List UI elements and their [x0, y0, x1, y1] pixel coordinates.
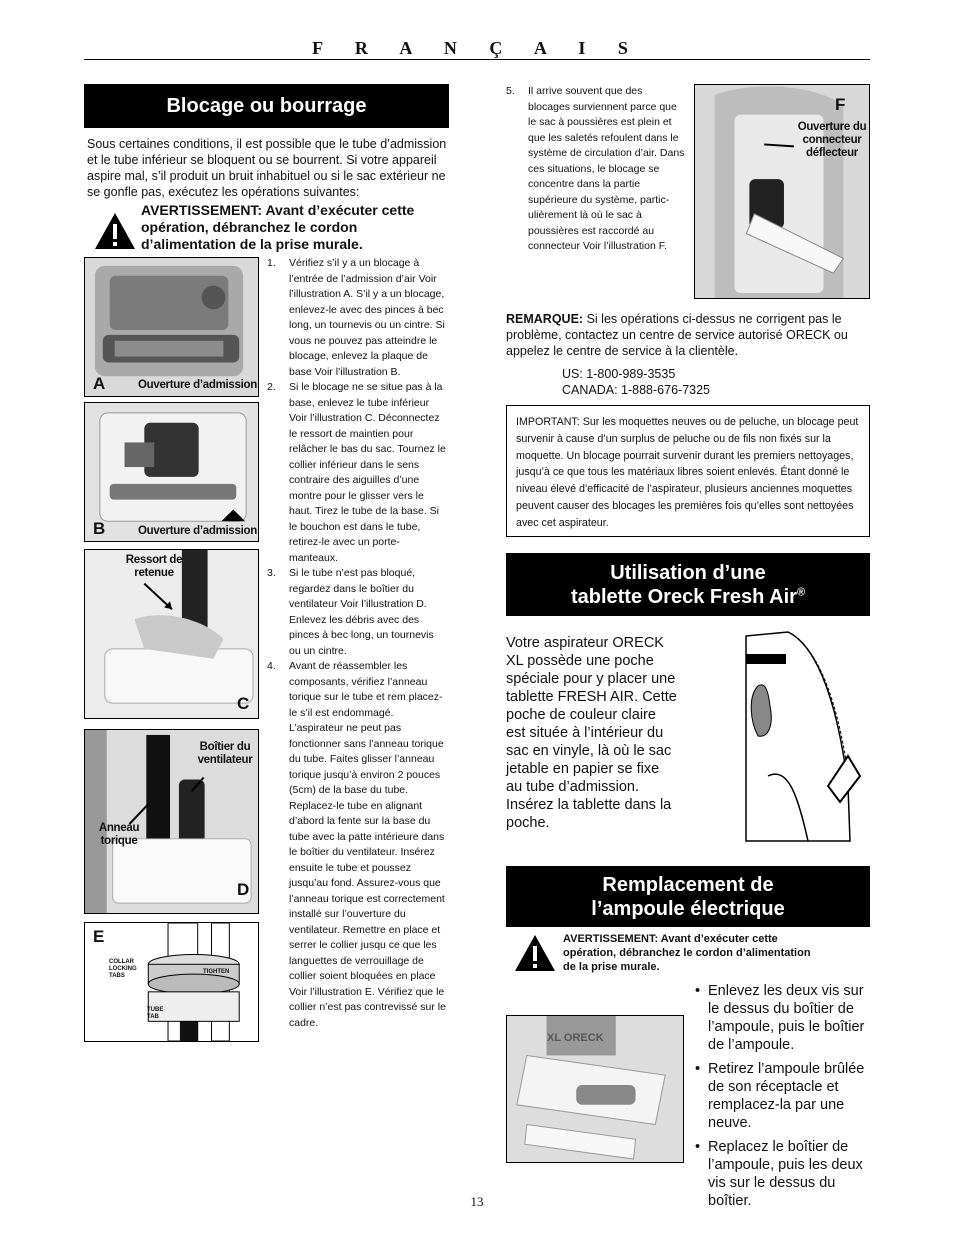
bullet-item: • Enlevez les deux vis sur le dessus du boîtier de l’ampoule, puis le boîtier de l’ampoule.: [695, 982, 870, 1054]
step-text: Si le blocage ne se situe pas à la base, enlevez le tube inférieur Voir l’illustration C. Déconnectez le ressort de maintien pour relâcher le bas du sac. Tournez le collier inférieur dans le sens contraire des aiguilles d’une montre pour le glisser vers le haut. Tirez le tube de la base. Si le bouchon est dans le tube, retirez-le avec un porte-manteaux.: [289, 381, 446, 564]
fresh-air-illustration: [728, 626, 870, 846]
fresh-air-paragraph: Votre aspirateur ORECK XL possède une poche spéciale pour y placer une tablette FRESH AIR. Cette poche de couleur claire est située à l’intérieur du sac en vinyle, là où le sac jetable en papier se fixe au tube d’admission. Insérez la tablette dans la poche.: [506, 635, 677, 831]
section-banner-ampoule: [506, 866, 870, 927]
bulb-bullets: [695, 982, 870, 1216]
step-number: 3.: [267, 567, 276, 579]
tube-label: TUBE TAB: [147, 1007, 164, 1020]
warning-text: AVERTISSEMENT: Avant d’exécuter cette opération, débranchez le cordon d’alimentation de la prise murale.: [141, 202, 415, 252]
step-item: [267, 380, 447, 566]
step-item: [267, 566, 447, 659]
step-number: 5.: [506, 85, 515, 97]
figure-letter: B: [93, 519, 106, 538]
important-box: [506, 405, 870, 537]
figure-letter: A: [93, 374, 106, 393]
step-5: [506, 84, 686, 255]
warning-icon: [93, 211, 137, 251]
note-label: REMARQUE:: [506, 312, 584, 326]
figure-caption: Boîtier du ventilateur: [197, 741, 253, 766]
figure-c: [84, 549, 259, 719]
section-title-line1: Remplacement de: [602, 873, 774, 896]
warning-text: AVERTISSEMENT: Avant d’exécuter cette opération, débranchez le cordon d’alimentation de la prise murale.: [563, 933, 811, 973]
figure-caption: Ouverture d’admission: [138, 525, 257, 537]
section-title-text: tablette Oreck Fresh Air: [570, 585, 797, 608]
figure-letter: C: [237, 694, 250, 713]
phone-us: US: 1-800-989-3535: [562, 367, 676, 381]
figure-caption: Ouverture du connecteur déflecteur: [797, 121, 867, 159]
figure-d: [84, 729, 259, 914]
step-item: [267, 659, 447, 1031]
registered-mark: ®: [796, 585, 806, 598]
section-title: Blocage ou bourrage: [166, 95, 367, 117]
intro-paragraph: Sous certaines conditions, il est possible que le tube d’admission et le tube inférieur se bloquent ou se bourrent. Si votre appareil aspire mal, s’il produit un bruit inhabituel ou si le sac extérieur ne se gonfle pas, exécutez les opérations suivantes:: [87, 137, 447, 199]
step-text: Si le tube n’est pas bloqué, regardez dans le boîtier du ventilateur Voir l’illustration D. Enlevez les débris avec des pinces à bec long, un tournevis ou un cintre.: [289, 567, 434, 657]
step-text: Vérifiez s’il y a un blocage à l’entrée de l’admission d’air Voir l’illustration A. S’il y a un blocage, enlevez-le avec des pinces à bec long, un tournevis ou un cintre. Si vous ne pouvez pas atteindre le blocage, enlevez la plaque de base Voir l’illustration B.: [289, 257, 445, 378]
header-rule: [84, 59, 870, 60]
note-paragraph: [506, 311, 870, 359]
figure-e: [84, 922, 259, 1042]
section-title-line2: [571, 585, 805, 609]
figure-caption: Ouverture d’admission: [138, 379, 257, 391]
important-text: IMPORTANT: Sur les moquettes neuves ou de peluche, un blocage peut survenir à cause d’un surplus de peluche ou de fils non fixés sur la moquette. Un blocage pourrait survenir durant les premiers nettoyages, jusqu’à ce que tous les matériaux libres soient enlevés. Étant donné le niveau élevé d’efficacité de l’aspirateur, plusieurs anciennes moquettes peuvent causer des blocages les premières fois qu’elles sont nettoyées avec cet aspirateur.: [516, 416, 859, 529]
step-text: Avant de réassembler les composants, vérifiez l’anneau torique sur le tube et rem placez-le s’il est endommagé. L’aspirateur ne peut pas fonctionner sans l’anneau torique du tube. Faites glisser l’anneau torique jusqu’à environ 2 pouces (5cm) de la base du tube. Replacez-le tube en alignant d’abord la fente sur la base du tube avec la patte intérieure dans le boîtier du ventilateur. Insérez ensuite le tube et poussez jusqu’au fond. Assurez-vous que l’anneau torique est correctement installé sur l’ouverture du ventilateur. Remettre en place et serrer le collier jusqu ce que les languettes de verrouillage de collier soient bloquées en place Voir l’illustration E. Vérifiez que le collier n’est pas contrevissé sur le cadre.: [289, 660, 446, 1029]
note-text: Si les opérations ci-dessus ne corrigent pas le problème, contactez un centre de service autorisé ORECK ou appelez le centre de service à la clientèle.: [506, 312, 848, 358]
step-item: [506, 84, 686, 255]
bullet-item: • Retirez l’ampoule brûlée de son réceptacle et remplacez-la par une neuve.: [695, 1060, 870, 1132]
figure-caption: Anneau torique: [98, 822, 140, 847]
figure-f: [694, 84, 870, 299]
section-banner-fresh-air: [506, 553, 870, 616]
section-banner-blocage: [84, 84, 449, 128]
step-item: [267, 256, 447, 380]
figure-b: [84, 402, 259, 542]
figure-a: [84, 257, 259, 397]
section-title-line2: l’ampoule électrique: [591, 897, 785, 920]
step-text: Il arrive souvent que des blocages surviennent parce que le sac à poussières est plein et que les saletés refoulent dans le système de circulation d’air. Dans ces situations, le blocage se concentre dans la partie supérieure du système, partic- ulièrement là où le sac à poussières est raccordé au connecteur Voir l’illustration F.: [528, 85, 685, 252]
section-title-line1: Utilisation d’une: [610, 561, 766, 584]
figure-letter: E: [93, 927, 105, 946]
bullet-item: • Replacez le boîtier de l’ampoule, puis les deux vis sur le dessus du boîtier.: [695, 1138, 870, 1210]
photo-label: XL ORECK: [547, 1032, 604, 1044]
collar-label: COLLAR LOCKING TABS: [109, 959, 137, 979]
figure-letter: D: [237, 880, 250, 899]
phone-canada: CANADA: 1-888-676-7325: [562, 383, 710, 397]
step-number: 1.: [267, 257, 276, 269]
step-number: 4.: [267, 660, 276, 672]
step-number: 2.: [267, 381, 276, 393]
page-number: 13: [470, 1194, 484, 1209]
warning-icon: [513, 933, 557, 973]
bulb-photo: [506, 1015, 684, 1163]
figure-letter: F: [835, 95, 846, 114]
tighten-label: TIGHTEN: [203, 969, 230, 975]
steps-list: [267, 256, 447, 1031]
language-header: F R A N Ç A I S: [312, 38, 642, 58]
figure-caption: Ressort de retenue: [125, 554, 183, 579]
